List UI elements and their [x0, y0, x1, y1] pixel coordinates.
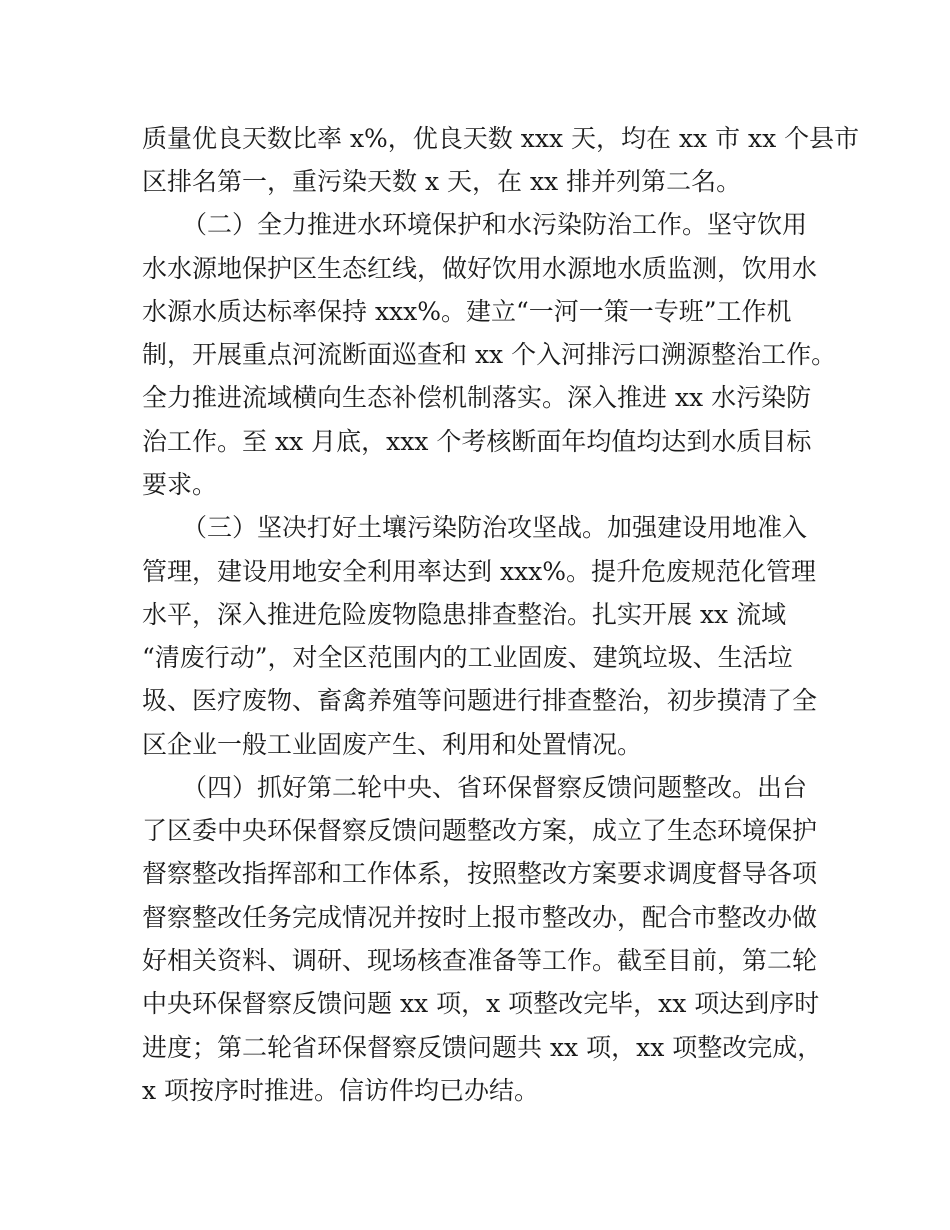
text-line: x 项按序时推进。信访件均已办结。 [142, 1076, 540, 1105]
text-line: 中央环保督察反馈问题 xx 项，x 项整改完毕，xx 项达到序时 [142, 989, 820, 1018]
text-line: 圾、医疗废物、畜禽养殖等问题进行排查整治，初步摸清了全 [142, 686, 818, 715]
text-line: 区企业一般工业固废产生、利用和处置情况。 [142, 730, 643, 759]
paragraph-heading-line: （四）抓好第二轮中央、省环保督察反馈问题整改。出台 [182, 773, 808, 802]
text-line: 管理，建设用地安全利用率达到 xxx%。提升危废规范化管理 [142, 557, 817, 586]
text-line: 督察整改任务完成情况并按时上报市整改办，配合市整改办做 [142, 903, 818, 932]
text-line: 好相关资料、调研、现场核查准备等工作。截至目前，第二轮 [142, 946, 818, 975]
paragraph-heading-line: （三）坚决打好土壤污染防治攻坚战。加强建设用地准入 [182, 513, 808, 542]
text-line: 要求。 [142, 470, 218, 499]
text-line: 水平，深入推进危险废物隐患排查整治。扎实开展 xx 流域 [142, 600, 787, 629]
text-line: 水源水质达标率保持 xxx%。建立“一河一策一专班”工作机 [142, 297, 792, 326]
text-line: 区排名第一，重污染天数 x 天，在 xx 排并列第二名。 [142, 167, 742, 196]
text-line: 进度；第二轮省环保督察反馈问题共 xx 项，xx 项整改完成， [142, 1033, 823, 1062]
paragraph-heading-line: （二）全力推进水环境保护和水污染防治工作。坚守饮用 [182, 210, 808, 239]
text-line: 了区委中央环保督察反馈问题整改方案，成立了生态环境保护 [142, 816, 818, 845]
text-line: 督察整改指挥部和工作体系，按照整改方案要求调度督导各项 [142, 859, 818, 888]
text-line: 质量优良天数比率 x%，优良天数 xxx 天，均在 xx 市 xx 个县市 [142, 124, 860, 153]
text-line: “清废行动”，对全区范围内的工业固废、建筑垃圾、生活垃 [142, 643, 793, 672]
text-line: 治工作。至 xx 月底，xxx 个考核断面年均值均达到水质目标 [142, 427, 812, 456]
text-line: 水水源地保护区生态红线，做好饮用水源地水质监测，饮用水 [142, 254, 818, 283]
text-line: 全力推进流域横向生态补偿机制落实。深入推进 xx 水污染防 [142, 383, 812, 412]
text-line: 制，开展重点河流断面巡查和 xx 个入河排污口溯源整治工作。 [142, 340, 837, 369]
